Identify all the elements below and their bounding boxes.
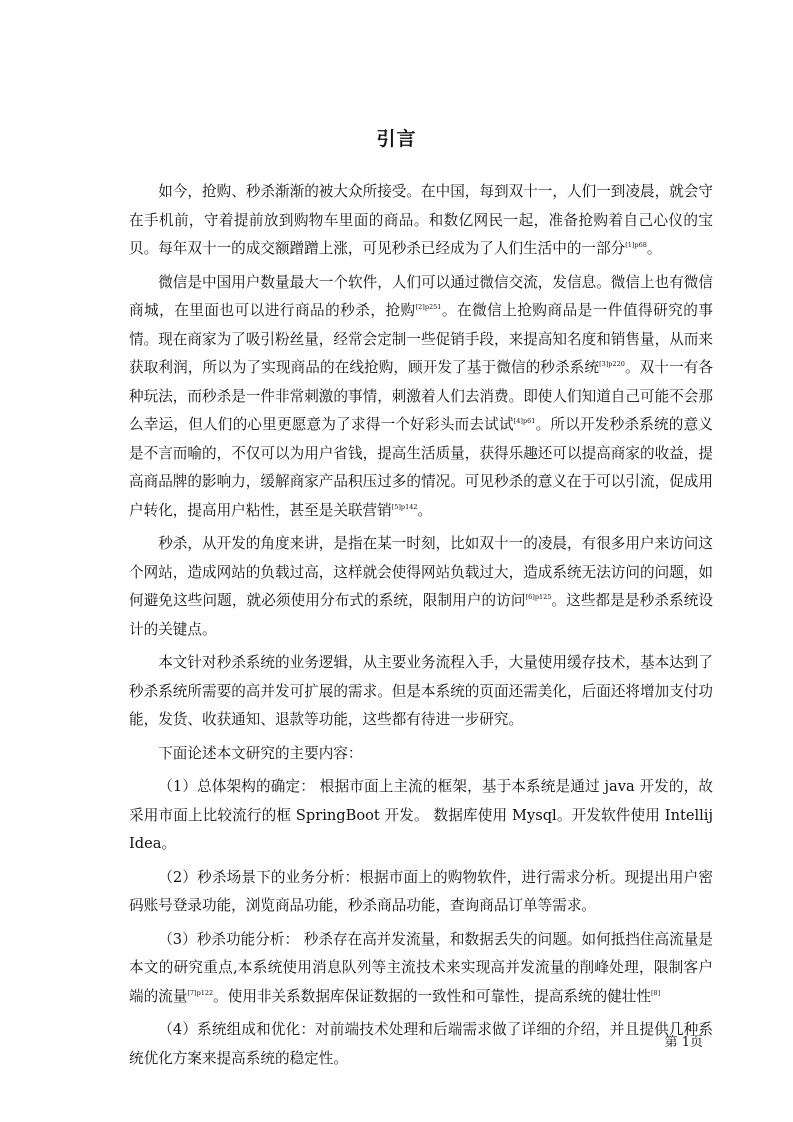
citation-superscript: [2]p251	[415, 303, 442, 311]
paragraph-text: 。所以开发秒杀系统的意义是不言而喻的，不仅可以为用户省钱，提高生活质量，获得乐趣还可以提高商家的收益，提高商品牌的影响力，缓解商家产品积压过多的情况。可见秒杀的意义在于可以引流，促成用户转化，提高用户粘性，甚至是关联营销	[129, 416, 713, 519]
paragraph-1	[129, 178, 713, 264]
page-title: 引言	[376, 128, 417, 150]
paragraph-text: 本文针对秒杀系统的业务逻辑，从主要业务流程入手，大量使用缓存技术，基本达到了秒杀系统所需要的高并发可扩展的需求。但是本系统的页面还需美化，后面还将增加支付功能，发货、收获通知、退款等功能，这些都有待进一步研究。	[129, 654, 713, 728]
citation-superscript: [7]p122	[187, 988, 214, 997]
paragraph-2	[129, 269, 713, 526]
paragraph-text: （2）秒杀场景下的业务分析：根据市面上的购物软件，进行需求分析。现提出用户密码账号登录功能，浏览商品功能，秒杀商品功能，查询商品订单等需求。	[129, 868, 713, 914]
document-body	[129, 178, 713, 1078]
paragraph-3	[129, 530, 713, 644]
citation-superscript: [8]	[651, 988, 661, 997]
paragraph-5	[129, 740, 713, 769]
paragraph-text: 如今，抢购、秒杀渐渐的被大众所接受。在中国，每到双十一，人们一到凌晨，就会守在手机前，守着提前放到购物车里面的商品。和数亿网民一起，准备抢购着自己心仪的宝贝。每年双十一的成交额蹭蹭上涨，可见秒杀已经成为了人们生活中的一部分	[129, 183, 713, 257]
paragraph-text: 。这些都是是秒杀系统设计的关键点。	[129, 592, 713, 638]
paragraph-text: 微信是中国用户数量最大一个软件，人们可以通过微信交流，发信息。微信上也有微信商城，在里面也可以进行商品的秒杀，抢购	[129, 273, 713, 319]
paragraph-text: （3）秒杀功能分析： 秒杀存在高并发流量，和数据丢失的问题。如何抵挡住高流量是本文的研究重点,本系统使用消息队列等主流技术来实现高并发流量的削峰处理，限制客户端的流量	[129, 930, 713, 1005]
paragraph-text: 。在微信上抢购商品是一件值得研究的事情。现在商家为了吸引粉丝量，经常会定制一些促销手段，来提高知名度和销售量，从而来获取利润，所以为了实现商品的在线抢购，顾开发了基于微信的秒杀系统	[129, 302, 713, 376]
paragraph-text: 。使用非关系数据库保证数据的一致性和可靠性，提高系统的健壮性	[213, 987, 651, 1005]
paragraph-text: 下面论述本文研究的主要内容：	[158, 744, 363, 762]
paragraph-6	[129, 773, 713, 859]
citation-superscript: [5]p142	[391, 502, 418, 511]
paragraph-text: （4）系统组成和优化：对前端技术处理和后端需求做了详细的介绍，并且提供几种系统优化方案来提高系统的稳定性。	[129, 1021, 713, 1067]
paragraph-text: 。	[417, 501, 433, 519]
paragraph-text: 。双十一有各种玩法，而秒杀是一件非常刺激的事情，刺激着人们去消费。即使人们知道自己可能不会那么幸运，但人们的心里更愿意为了求得一个好彩头而去试试	[129, 359, 713, 433]
citation-superscript: [6]p125	[525, 593, 552, 601]
paragraph-text: 秒杀，从开发的角度来讲，是指在某一时刻，比如双十一的凌晨，有很多用户来访问这个网站，造成网站的负载过高，这样就会使得网站负载过大，造成系统无法访问的问题，如何避免这些问题，就必须使用分布式的系统，限制用户的访问	[129, 535, 713, 609]
paragraph-7	[129, 864, 713, 921]
paragraph-text: 。	[646, 240, 662, 257]
paragraph-text: （1）总体架构的确定： 根据市面上主流的框架，基于本系统是通过 java 开发的，故采用市面上比较流行的框 SpringBoot 开发。 数据库使用 Mysql。开发软件使用 Intellij Idea。	[129, 778, 713, 852]
paragraph-4	[129, 649, 713, 735]
citation-superscript: [1]p68	[625, 241, 647, 249]
citation-superscript: [4]p61	[513, 417, 536, 425]
citation-superscript: [3]p220	[599, 360, 625, 368]
paragraph-9	[129, 1016, 713, 1073]
page-number: 第 1页	[664, 1035, 703, 1050]
paragraph-8	[129, 926, 713, 1012]
